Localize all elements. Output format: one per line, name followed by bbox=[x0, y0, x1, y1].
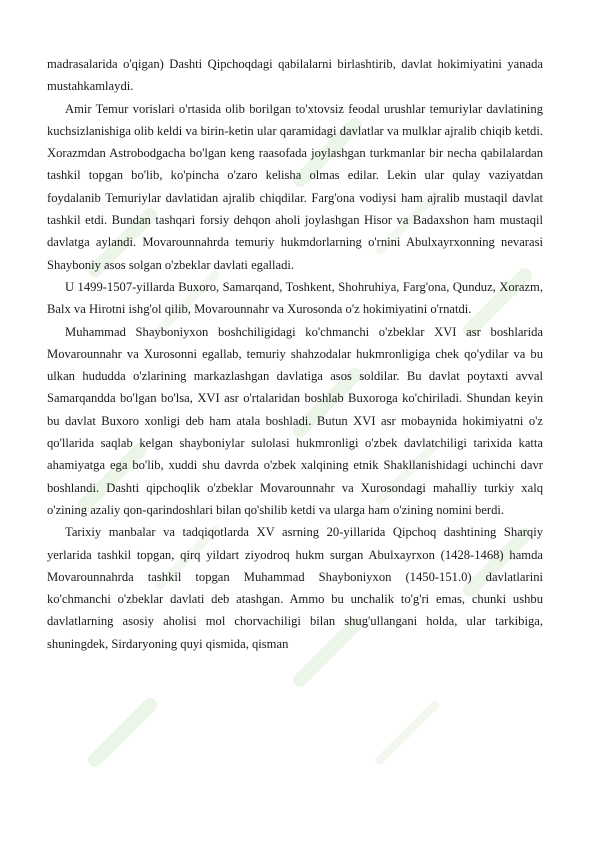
paragraph-5: Tarixiy manbalar va tadqiqotlarda XV asrning 20-yillarida Qipchoq dashtining Sharqiy yerlarida tashkil topgan, qirq yildart ziyodroq hukm surgan Abulxayrxon (1428-1468) hamda Movarounnahrda tashkil topgan Muhammad Shayboniyxon (1450-151.0) davlatlarini ko'chmanchi o'zbeklar davlati deb atashgan. Ammo bu unchalik to'g'ri emas, chunki ushbu davlatlarning asosiy aholisi mol chorvachiligi bilan shug'ullangani holda, ular tarkibiga, shuningdek, Sirdaryoning quyi qismida, qisman bbox=[47, 525, 543, 651]
paragraph-2: Amir Temur vorislari o'rtasida olib borilgan to'xtovsiz feodal urushlar temuriylar davlatining kuchsizlanishiga olib keldi va birin-ketin ular qaramidagi davlatlar va mulklar ajralib chiqib ketdi. Xorazmdan Astrobodgacha bo'lgan keng raasofada joylashgan turkmanlar bir necha qabilalardan tashkil topgan bo'lib, ko'pincha o'zaro kelisha olmas edilar. Lekin ular qulay vaziyatdan foydalanib Temuriylar davlatidan ajralib chiqdilar. Farg'ona vodiysi ham ajralib mustaqil davlat tashkil etdi. Bundan tashqari forsiy dehqon aholi joylashgan Hisor va Badaxshon ham mustaqil davlatga aylandi. Movarounnahrda temuriy hukmdorlarning o'rnini Abulxayrxonning nevarasi Shayboniy asos solgan o'zbeklar davlati egalladi. bbox=[47, 101, 543, 272]
paragraph-3: U 1499-1507-yillarda Buxoro, Samarqand, Toshkent, Shohruhiya, Farg'ona, Qunduz, Xorazm, Balx va Hirotni ishg'ol qilib, Movarounnahr va Xurosonda o'z hokimiyatini o'rnatdi. bbox=[47, 279, 543, 317]
paragraph-1: madrasalarida o'qigan) Dashti Qipchoqdagi qabilalarni birlashtirib, davlat hokimiyatini yanada mustahkamlaydi. bbox=[47, 57, 543, 94]
document-body bbox=[47, 53, 543, 655]
paragraph-4: Muhammad Shayboniyxon boshchiligidagi ko'chmanchi o'zbeklar XVI asr boshlarida Movarounnahr va Xurosonni egallab, temuriy shahzodalar hukmronligiga chek qo'ydilar va bu ulkan hududda o'zlarining markazlashgan davlatiga asos soldilar. Bu davlat poytaxti avval Samarqandda bo'lgan bo'lsa, XVI asr o'rtalaridan boshlab Buxoroga ko'chiriladi. Shundan keyin bu davlat Buxoro xonligi deb ham atala boshladi. Butun XVI asr mobaynida hokimiyatni o'z qo'llarida saqlab kelgan shayboniylar sulolasi hukmronligi o'zbek davlatchiligi tarixida katta ahamiyatga ega bo'lib, xuddi shu davrda o'zbek xalqining etnik Shakllanishidagi uchinchi davr boshlandi. Dashti qipchoqlik o'zbeklar Movarounnahr va Xurosondagi mahalliy turkiy xalq o'zining azaliy qon-qarindoshlari bilan qo'shilib ketdi va ularga ham o'zining nomini berdi. bbox=[47, 324, 543, 517]
